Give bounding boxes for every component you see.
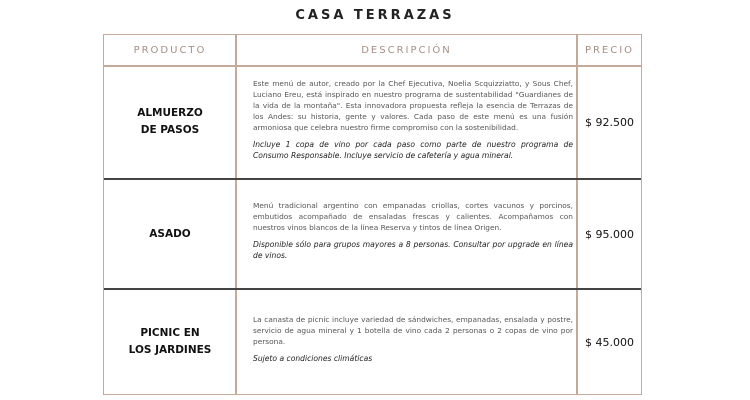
description-text: Este menú de autor, creado por la Chef Ejecutiva, Noelia Scquizziatto, y Sous Chef, Luciano Ereu, está inspirado en nuestro programa de sustentabilidad "Guardianes de la vida de la montaña". Esta innovadora propuesta refleja la esencia de Terrazas de los Andes: su historia, gente y valores. Cada paso de este menú es una fusión armoniosa que celebra nuestro firme compromiso con la sostenibilidad. [253,79,573,132]
table-row [104,290,641,394]
product-price: $ 45.000 [585,335,634,349]
product-name: PICNIC EN LOS JARDINES [128,327,212,356]
header-product: PRODUCTO [133,45,207,56]
description-note: Disponible sólo para grupos mayores a 8 personas. Consultar por upgrade en línea de vinos. [253,240,573,260]
table-row [104,180,641,288]
header-description: DESCRIPCIÓN [361,45,452,56]
header-price: PRECIO [584,45,635,56]
product-description [253,200,573,267]
description-text: Menú tradicional argentino con empanadas criollas, cortes vacunos y porcinos, embutidos acompañado de ensaladas frescas y calientes. Acompañamos con nuestros vinos blancos de la línea Reserva y tintos de línea Origen. [253,201,573,232]
product-name: ALMUERZO DE PASOS [137,107,203,136]
description-note: Sujeto a condiciones climáticas [253,354,373,363]
table-row [104,66,641,178]
product-description [253,78,573,167]
description-text: La canasta de picnic incluye variedad de sándwiches, empanadas, ensalada y postre, servicio de agua mineral y 1 botella de vino cada 2 personas o 2 copas de vino por persona. [253,315,573,346]
product-name: ASADO [149,227,191,240]
page-title: CASA TERRAZAS [295,8,455,23]
menu-table [103,34,642,395]
product-description [253,314,573,370]
product-price: $ 92.500 [585,115,634,129]
description-note: Incluye 1 copa de vino por cada paso como parte de nuestro programa de Consumo Responsable. Incluye servicio de cafetería y agua mineral. [253,140,573,160]
product-price: $ 95.000 [585,227,634,241]
